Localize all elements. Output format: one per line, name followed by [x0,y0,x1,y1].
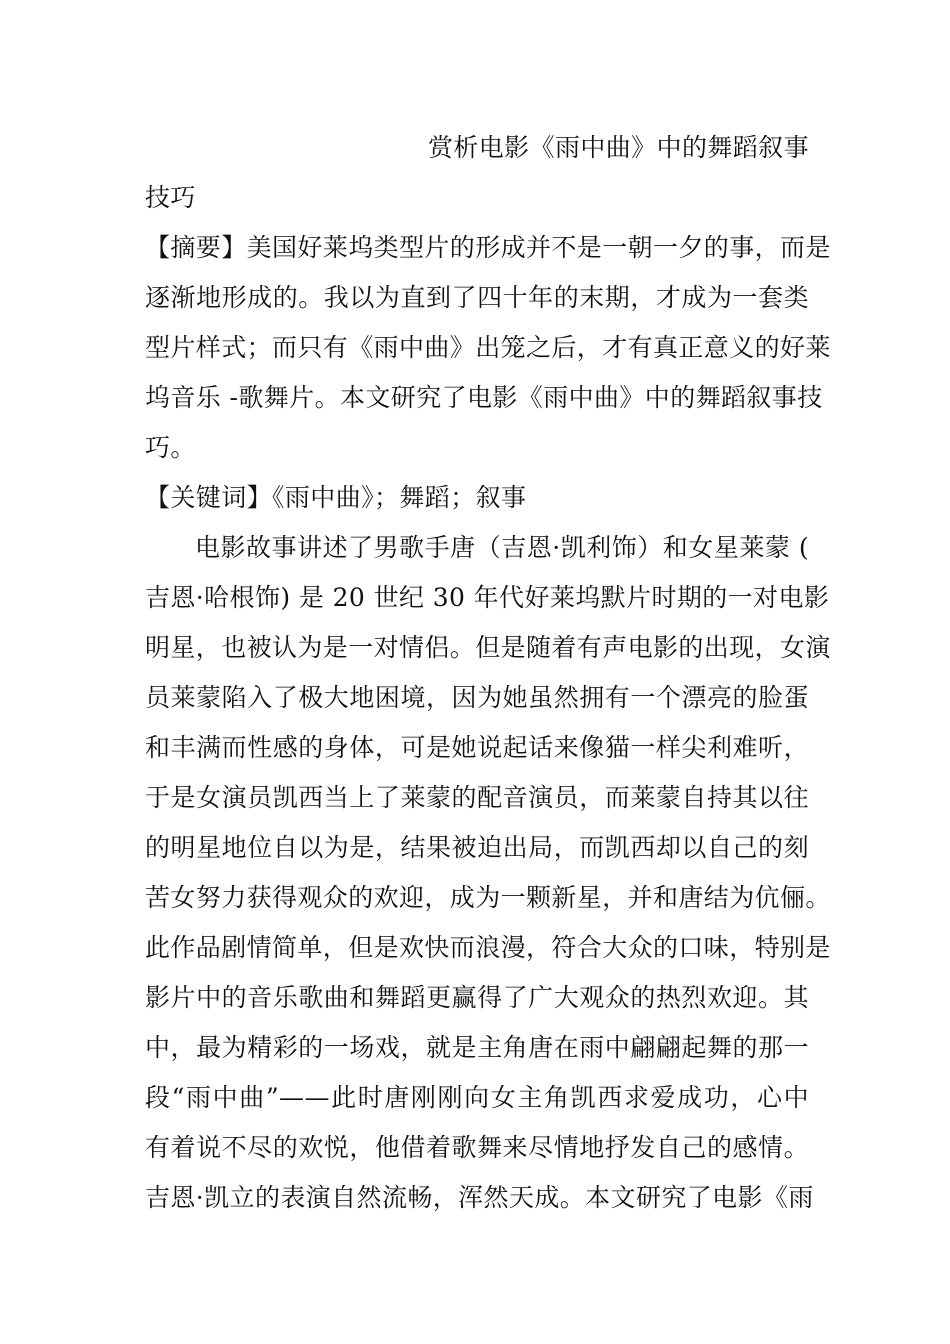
body-line: 中，最为精彩的一场戏，就是主角唐在雨中翩翩起舞的那一 [145,1033,809,1062]
body-line: 员莱蒙陷入了极大地困境，因为她虽然拥有一个漂亮的脸蛋 [145,683,809,712]
title-line-2: 技巧 [145,183,196,212]
body-line: 的明星地位自以为是，结果被迫出局，而凯西却以自己的刻 [145,833,809,862]
body-line: 苦女努力获得观众的欢迎，成为一颗新星，并和唐结为伉俪。 [145,883,831,912]
body-line: 于是女演员凯西当上了莱蒙的配音演员，而莱蒙自持其以往 [145,783,809,812]
body-line: 吉恩·凯立的表演自然流畅，浑然天成。本文研究了电影《雨 [145,1183,814,1212]
abstract-line: 逐渐地形成的。我以为直到了四十年的末期，才成为一套类 [145,283,809,312]
body-line: 影片中的音乐歌曲和舞蹈更赢得了广大观众的热烈欢迎。其 [145,983,809,1012]
abstract-line: 坞音乐 -歌舞片。本文研究了电影《雨中曲》中的舞蹈叙事技 [145,383,823,412]
body-line: 吉恩·哈根饰) 是 20 世纪 30 年代好莱坞默片时期的一对电影 [145,583,830,612]
abstract-line: 型片样式；而只有《雨中曲》出笼之后，才有真正意义的好莱 [145,333,831,362]
title-line-1: 赏析电影《雨中曲》中的舞蹈叙事 [427,133,809,162]
body-line: 和丰满而性感的身体，可是她说起话来像猫一样尖利难听， [145,733,809,762]
abstract-line: 【摘要】美国好莱坞类型片的形成并不是一朝一夕的事，而是 [145,233,831,262]
body-line: 有着说不尽的欢悦，他借着歌舞来尽情地抒发自己的感情。 [145,1133,809,1162]
keywords-line: 【关键词】《雨中曲》；舞蹈；叙事 [145,483,527,512]
body-line: 明星，也被认为是一对情侣。但是随着有声电影的出现，女演 [145,633,831,662]
abstract-line: 巧。 [145,433,196,462]
body-line: 段“雨中曲”——此时唐刚刚向女主角凯西求爱成功，心中 [145,1083,809,1112]
body-line: 此作品剧情简单，但是欢快而浪漫，符合大众的口味，特别是 [145,933,831,962]
body-line: 电影故事讲述了男歌手唐（吉恩·凯利饰）和女星莱蒙 ( [195,533,809,562]
